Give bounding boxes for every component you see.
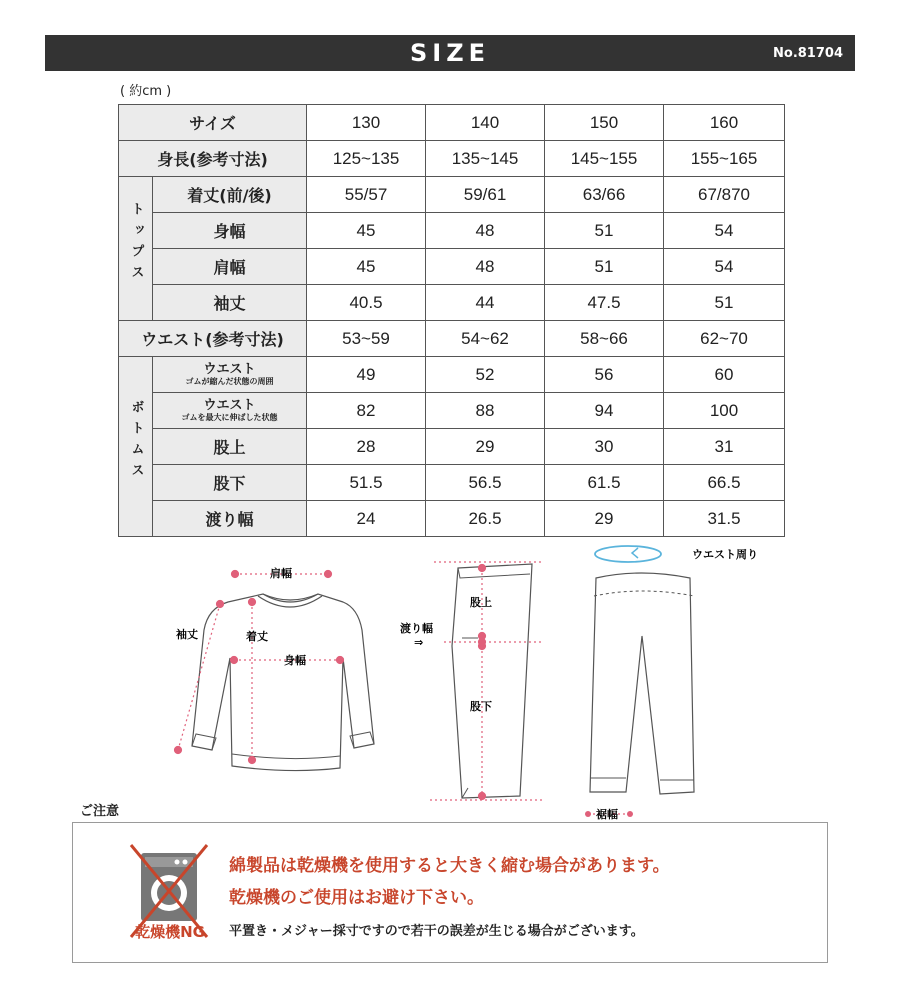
table-cell: 29 [545,501,664,537]
table-cell: 54 [664,213,785,249]
table-cell: 100 [664,393,785,429]
shirt-diagram [192,594,374,771]
label-rise: 股上 [470,596,492,609]
table-cell: 94 [545,393,664,429]
table-cell: 47.5 [545,285,664,321]
notice-label: ご注意 [80,804,120,819]
table-cell: 24 [307,501,426,537]
table-cell: 56 [545,357,664,393]
table-row [119,429,785,465]
table-row [119,501,785,537]
table-row [119,249,785,285]
table-cell: 53~59 [307,321,426,357]
table-row [119,357,785,393]
height-label: 身長(参考寸法) [119,141,307,177]
size-header-label: サイズ [119,105,307,141]
pants-side-diagram [452,564,532,798]
table-cell: 28 [307,429,426,465]
row-label: 肩幅 [153,249,307,285]
waist-arrow [632,548,638,558]
table-cell: 59/61 [426,177,545,213]
table-cell: 61.5 [545,465,664,501]
row-label-sub: ゴムが縮んだ状態の周囲 [185,376,274,386]
table-cell: 31 [664,429,785,465]
row-label [153,393,307,429]
row-label: 身幅 [153,213,307,249]
table-cell: 56.5 [426,465,545,501]
table-cell: 58~66 [545,321,664,357]
table-cell: 67/870 [664,177,785,213]
product-number: No.81704 [773,46,843,61]
table-cell: 125~135 [307,141,426,177]
table-cell: 49 [307,357,426,393]
size-table [118,104,785,537]
size-col: 140 [426,105,545,141]
row-label-main: ウエスト [203,397,256,413]
label-sleeve: 袖丈 [176,628,198,641]
table-cell: 62~70 [664,321,785,357]
hem-dot [627,811,633,817]
label-waist-around: ウエスト周り [692,548,758,561]
measurement-diagrams [160,538,800,828]
table-row-sizes [119,105,785,141]
row-label-sub: ゴムを最大に伸ばした状態 [181,412,278,422]
row-label: 袖丈 [153,285,307,321]
bottoms-group-text: ボトムス [128,399,144,484]
table-cell: 82 [307,393,426,429]
table-cell: 30 [545,429,664,465]
table-cell: 51 [545,249,664,285]
table-cell: 45 [307,213,426,249]
table-cell: 135~145 [426,141,545,177]
table-cell: 52 [426,357,545,393]
table-cell: 88 [426,393,545,429]
table-cell: 63/66 [545,177,664,213]
label-length: 着丈 [246,630,268,643]
table-row-height [119,141,785,177]
table-cell: 54~62 [426,321,545,357]
table-row [119,465,785,501]
table-row [119,213,785,249]
label-body-width: 身幅 [284,654,306,667]
label-thigh-arrow: ⇒ [414,636,424,649]
table-cell: 29 [426,429,545,465]
table-cell: 45 [307,249,426,285]
row-label: 股下 [153,465,307,501]
table-cell: 51 [664,285,785,321]
no-dryer-label: 乾燥機NG [135,923,205,941]
label-shoulder: 肩幅 [270,567,292,580]
header-bar [45,35,855,71]
table-cell: 48 [426,213,545,249]
size-col: 130 [307,105,426,141]
table-cell: 31.5 [664,501,785,537]
size-col: 160 [664,105,785,141]
row-label: 股上 [153,429,307,465]
table-cell: 55/57 [307,177,426,213]
bottoms-group-label [119,357,153,537]
table-row [119,285,785,321]
table-cell: 48 [426,249,545,285]
table-row [119,177,785,213]
notice-line-1: 綿製品は乾燥機を使用すると大きく縮む場合があります。 [229,856,670,876]
table-cell: 60 [664,357,785,393]
label-thigh: 渡り幅 [400,622,433,635]
table-cell: 51 [545,213,664,249]
label-hem: 裾幅 [596,808,618,821]
pants-front-diagram [590,573,694,794]
size-col: 150 [545,105,664,141]
page-title: SIZE [409,39,490,67]
label-inseam: 股下 [470,700,492,713]
table-row [119,393,785,429]
table-cell: 44 [426,285,545,321]
table-cell: 54 [664,249,785,285]
waist-ring [595,546,661,562]
unit-note: ( 約cm ) [120,84,172,99]
notice-line-3: 平置き・メジャー採寸ですので若干の誤差が生じる場合がございます。 [229,924,644,939]
tops-group-label [119,177,153,321]
table-row-waist [119,321,785,357]
row-label: 着丈(前/後) [153,177,307,213]
table-cell: 51.5 [307,465,426,501]
notice-line-2: 乾燥機のご使用はお避け下さい。 [229,888,484,908]
notice-box [72,822,828,963]
table-cell: 66.5 [664,465,785,501]
table-cell: 155~165 [664,141,785,177]
table-cell: 26.5 [426,501,545,537]
row-label-main: ウエスト [203,361,256,377]
waist-label: ウエスト(参考寸法) [119,321,307,357]
table-cell: 40.5 [307,285,426,321]
table-cell: 145~155 [545,141,664,177]
tops-group-text: トップス [128,201,144,286]
row-label [153,357,307,393]
row-label: 渡り幅 [153,501,307,537]
